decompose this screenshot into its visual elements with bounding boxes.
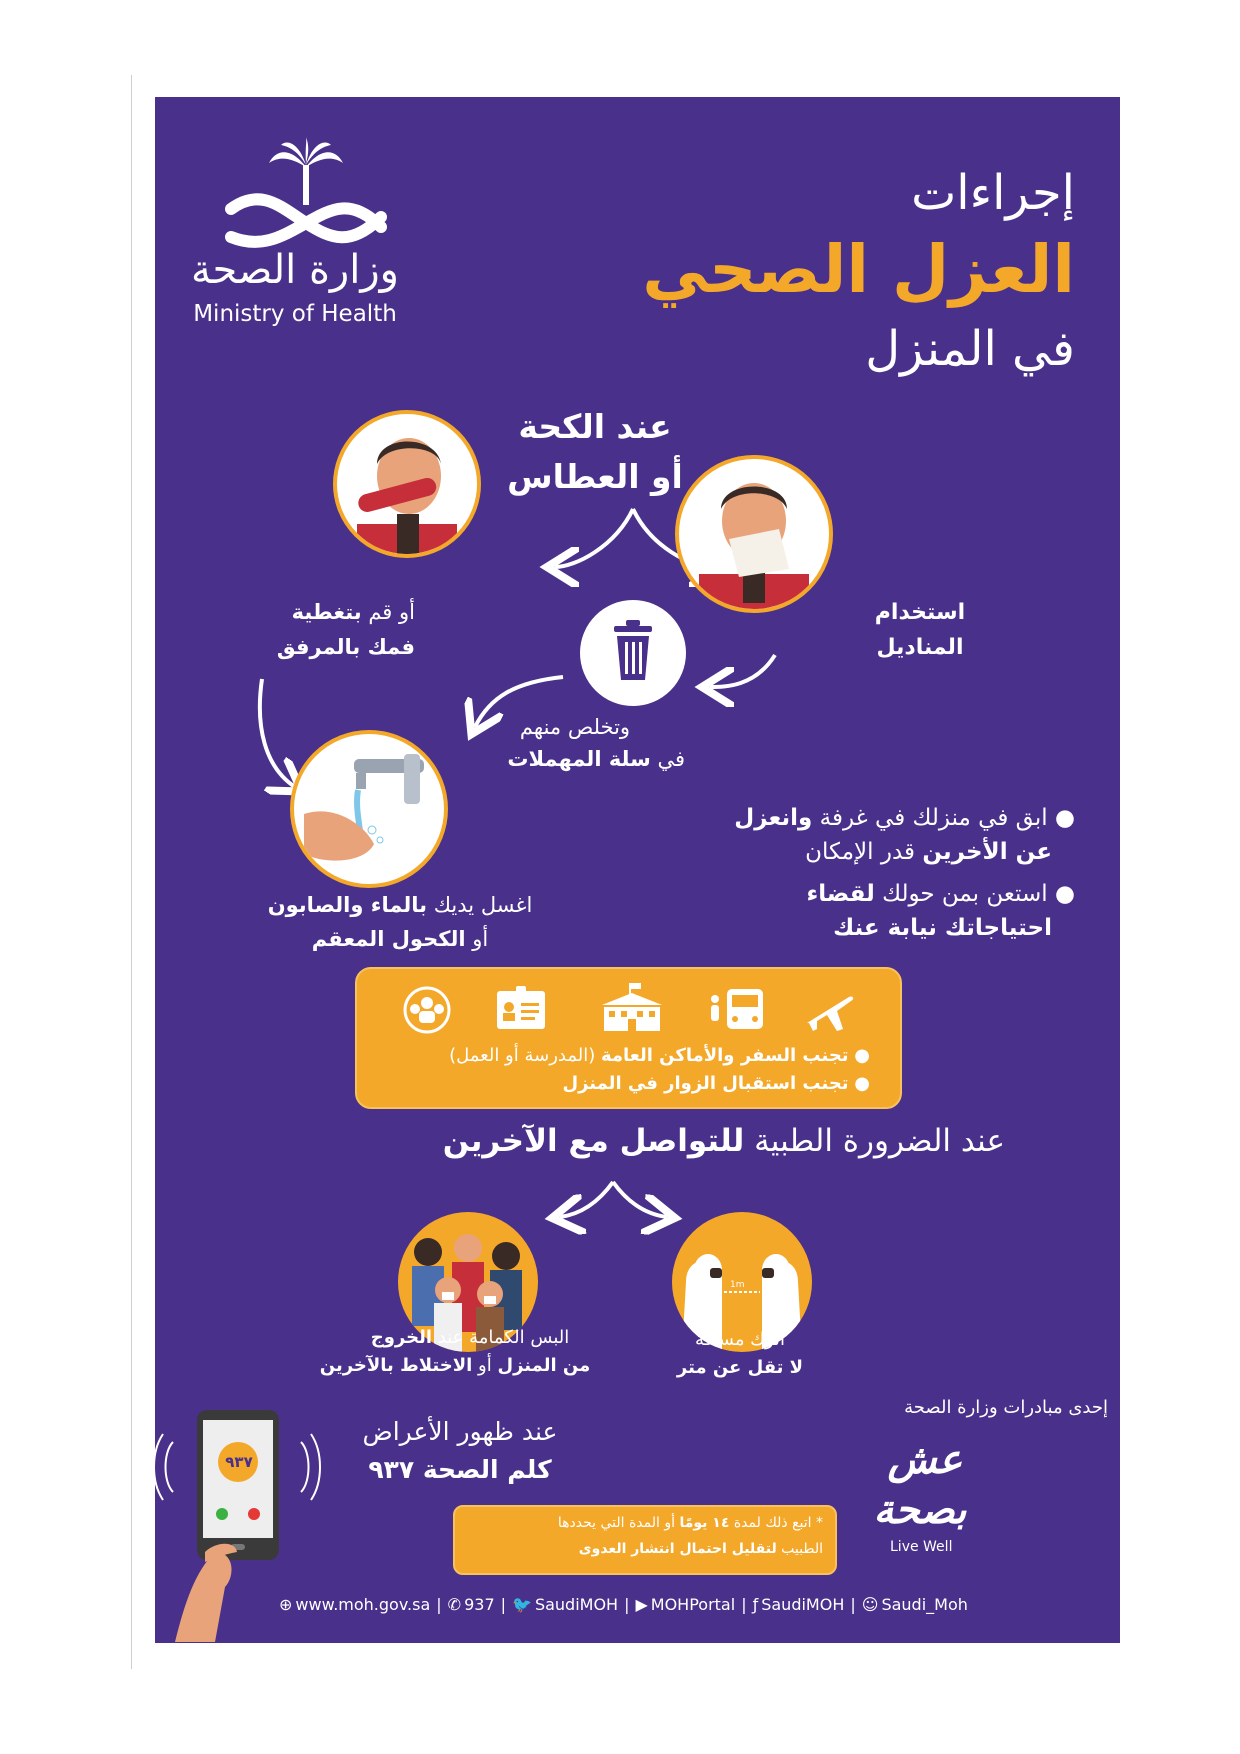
distance-text-1: اترك مسافة — [695, 1329, 785, 1350]
poster — [155, 97, 1120, 1643]
tissues-text-1: استخدام — [874, 600, 966, 625]
wash-text-1: اغسل يديك بالماء والصابون — [267, 893, 533, 917]
bus-icon — [711, 989, 763, 1029]
symptoms-line-1: عند ظهور الأعراض — [362, 1417, 558, 1446]
avoid-box — [355, 967, 902, 1109]
footer-phone[interactable]: 937 — [464, 1595, 495, 1614]
elbow-sneeze-illustration — [333, 410, 481, 558]
necessity-heading: عند الضرورة الطبية للتواصل مع الآخرين — [442, 1123, 1005, 1159]
id-card-icon — [497, 986, 545, 1029]
note-box — [453, 1505, 837, 1575]
title-line-2: العزل الصحي — [642, 231, 1075, 308]
cough-heading-1: عند الكحة — [518, 407, 672, 446]
elbow-text-1: أو قم بتغطية — [291, 600, 415, 624]
live-well-logo-2: بصحة — [873, 1487, 967, 1533]
trash-circle — [580, 600, 686, 706]
mask-text-1: البس الكمامة عند الخروج — [370, 1327, 570, 1348]
dispose-text-1: وتخلص منهم — [519, 715, 631, 739]
footer-facebook[interactable]: SaudiMOH — [761, 1595, 845, 1614]
wash-text-2: أو الكحول المعقم — [311, 927, 489, 951]
bullet-2-line-2: احتياجاتك نيابة عنك — [833, 915, 1052, 941]
avoid-line-1: ● تجنب السفر والأماكن العامة (المدرسة أو العمل) — [449, 1045, 870, 1066]
avoid-icons-row — [397, 983, 857, 1037]
phone-icon: ✆ — [447, 1595, 462, 1614]
hand-wash-illustration — [290, 730, 448, 888]
snapchat-icon: ☺ — [861, 1595, 879, 1614]
initiative-text: إحدى مبادرات وزارة الصحة — [904, 1397, 1108, 1418]
note-line-2: الطبيب لتقليل احتمال انتشار العدوى — [578, 1541, 823, 1557]
live-well-logo-en: Live Well — [890, 1539, 953, 1555]
elbow-text-2: فمك بالمرفق — [276, 635, 415, 659]
title-line-3: في المنزل — [865, 321, 1075, 377]
phone-number: ٩٣٧ — [225, 1453, 253, 1471]
footer-links: ⊕ www.moh.gov.sa | ✆ 937 | 🐦 SaudiMOH | ▶ MOHPortal | ƒ SaudiMOH | ☺ Saudi_Moh — [279, 1595, 968, 1614]
school-icon — [602, 983, 662, 1031]
footer-website[interactable]: www.moh.gov.sa — [295, 1595, 431, 1614]
tissue-illustration — [675, 455, 833, 613]
footer-snapchat[interactable]: Saudi_Moh — [881, 1595, 968, 1614]
ministry-name-en: Ministry of Health — [193, 301, 397, 327]
facebook-icon: ƒ — [752, 1595, 759, 1614]
ministry-name-ar: وزارة الصحة — [191, 247, 399, 293]
twitter-icon: 🐦 — [512, 1595, 532, 1614]
page-margin-line — [131, 75, 132, 1669]
distance-label: 1m — [730, 1280, 745, 1290]
cough-heading-2: أو العطاس — [507, 457, 683, 496]
mask-text-2: من المنزل أو الاختلاط بالآخرين — [319, 1355, 591, 1376]
airplane-icon — [807, 996, 853, 1031]
live-well-logo-1: عش — [887, 1437, 963, 1483]
symptoms-line-2: كلم الصحة ٩٣٧ — [368, 1455, 552, 1484]
tissues-text-2: المناديل — [876, 635, 964, 660]
avoid-line-2: ● تجنب استقبال الزوار في المنزل — [562, 1073, 870, 1094]
dispose-text-2: في سلة المهملات — [507, 747, 685, 771]
title-line-1: إجراءات — [911, 165, 1075, 221]
globe-icon: ⊕ — [279, 1595, 293, 1614]
footer-twitter[interactable]: SaudiMOH — [534, 1595, 619, 1614]
note-line-1: * اتبع ذلك لمدة ١٤ يومًا أو المدة التي يحددها — [557, 1515, 823, 1531]
trash-icon — [580, 600, 686, 706]
bullet-1-line-2: عن الأخرين قدر الإمكان — [805, 839, 1052, 865]
crowd-icon — [405, 988, 449, 1032]
footer-youtube[interactable]: MOHPortal — [650, 1595, 736, 1614]
bullet-2-line-1: ● استعن بمن حولك لقضاء — [806, 881, 1075, 907]
bullet-1-line-1: ● ابق في منزلك في غرفة وانعزل — [734, 805, 1075, 831]
youtube-icon: ▶ — [635, 1595, 648, 1614]
distance-text-2: لا تقل عن متر — [676, 1357, 804, 1378]
